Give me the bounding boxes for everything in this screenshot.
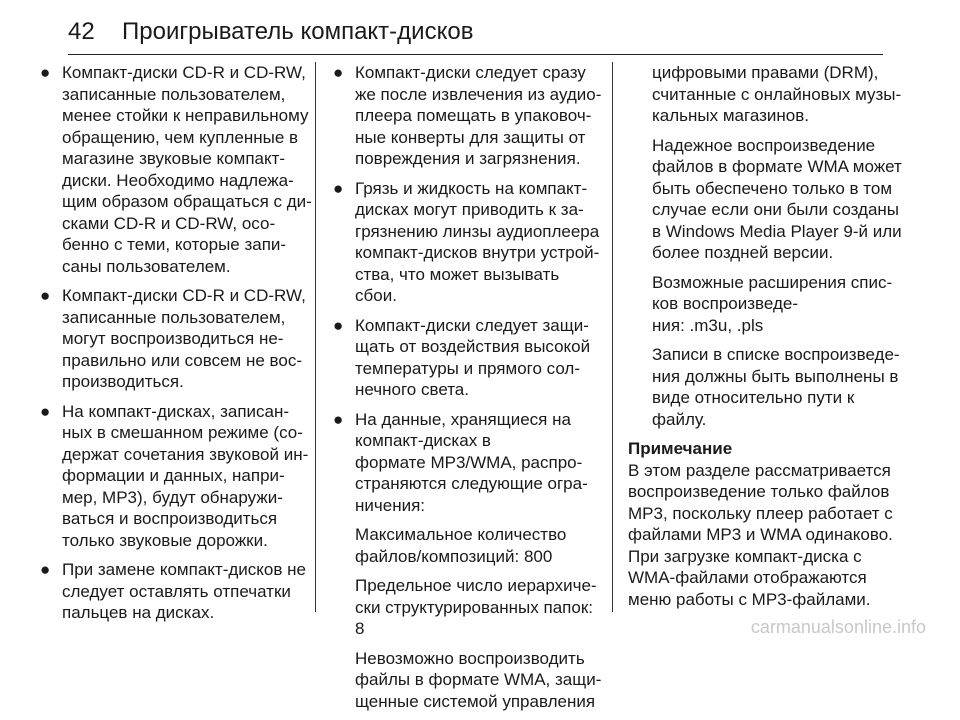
text-line: формации и данных, напри-	[62, 466, 285, 485]
text-line: ваться и воспроизводиться	[62, 509, 278, 528]
text-line: 8	[355, 619, 365, 638]
text-line: ничения:	[355, 495, 426, 515]
bullet-item	[38, 62, 310, 277]
page-number: 42	[68, 18, 95, 45]
bullet-icon: ●	[40, 560, 51, 579]
text-line: На данные, хранящиеся на	[355, 409, 571, 429]
page-title: Проигрыватель компакт-дисков	[122, 18, 474, 45]
paragraph	[628, 135, 902, 264]
text-line: бенно с теми, которые запи-	[62, 235, 287, 254]
text-line: ные конверты для защиты от	[355, 127, 586, 147]
text-line: ния должны быть выполнены в	[652, 366, 899, 386]
text-line: ных в смешанном режиме (со-	[62, 423, 303, 442]
text-line: Невозможно воспроизводить	[355, 648, 585, 668]
text-line: Максимальное количество	[355, 525, 567, 544]
text-line: менее стойки к неправильному	[62, 106, 309, 125]
column-divider-1	[315, 62, 316, 612]
note-block	[628, 438, 898, 610]
text-line: файлы в формате WMA, защи-	[355, 670, 602, 689]
text-line: щать от воздействия высокой	[355, 337, 591, 356]
text-line: При замене компакт-дисков не	[62, 560, 306, 579]
text-line: правильно или совсем не вос-	[62, 350, 302, 370]
bullet-item	[331, 409, 603, 517]
text-line: кальных магазинов.	[652, 106, 809, 125]
note-heading: Примечание	[628, 439, 733, 458]
bullet-item	[331, 62, 603, 170]
text-line: случае если они были созданы	[652, 200, 900, 219]
text-line: ния: .m3u, .pls	[652, 315, 764, 335]
text-line: щенные системой управления	[355, 691, 596, 711]
bullet-icon: ●	[333, 315, 344, 335]
text-line: Компакт-диски следует сразу	[355, 63, 586, 82]
bullet-icon: ●	[333, 178, 344, 198]
text-line: грязнению линзы аудиоплеера	[355, 221, 600, 241]
text-line: файлу.	[652, 409, 707, 429]
text-line: формате MP3/WMA, распро-	[355, 452, 583, 472]
text-line: На компакт-дисках, записан-	[62, 401, 290, 421]
text-line: файлов в формате WMA может	[652, 157, 902, 176]
text-line: Грязь и жидкость на компакт-	[355, 178, 588, 198]
text-line: Компакт-диски CD-R и CD-RW,	[62, 63, 306, 82]
paragraph	[331, 648, 603, 713]
bullet-icon: ●	[40, 63, 51, 82]
text-line: Надежное воспроизведение	[652, 135, 876, 155]
text-line: мер, МР3), будут обнаружи-	[62, 487, 283, 507]
text-line: сками CD-R и CD-RW, осо-	[62, 213, 276, 233]
bullet-item	[38, 401, 310, 552]
note-line: меню работы с MP3-файлами.	[628, 589, 871, 609]
note-line: WMA-файлами отображаются	[628, 568, 867, 587]
text-line: цифровыми правами (DRM),	[652, 63, 879, 82]
text-line: щим образом обращаться с ди-	[62, 192, 312, 211]
text-line: быть обеспечено только в том	[652, 178, 893, 198]
text-line: только звуковые дорожки.	[62, 530, 268, 550]
bullet-item	[331, 315, 603, 401]
text-line: сбои.	[355, 286, 397, 305]
text-line: нечного света.	[355, 380, 469, 399]
text-line: ков воспроизведе-	[652, 294, 798, 313]
text-line: компакт-дисков внутри устрой-	[355, 243, 600, 262]
text-line: держат сочетания звуковой ин-	[62, 444, 309, 464]
text-line: температуры и прямого сол-	[355, 358, 581, 378]
bullet-icon: ●	[333, 63, 344, 82]
note-line: При загрузке компакт-диска с	[628, 546, 862, 566]
text-line: Возможные расширения спис-	[652, 272, 893, 292]
text-line: плеера помещать в упаковоч-	[355, 106, 592, 125]
text-line: повреждения и загрязнения.	[355, 149, 581, 168]
text-line: диски. Необходимо надлежа-	[62, 170, 294, 190]
bullet-icon: ●	[40, 286, 51, 305]
note-line: MP3, поскольку плеер работает с	[628, 503, 893, 523]
text-line: дисках могут приводить к за-	[355, 200, 584, 219]
text-line: магазине звуковые компакт-	[62, 149, 286, 168]
text-line: ства, что может вызывать	[355, 264, 560, 284]
text-line: страняются следующие огра-	[355, 474, 588, 493]
text-line: записанные пользователем,	[62, 84, 286, 104]
paragraph	[331, 575, 603, 640]
paragraph	[628, 272, 898, 337]
note-line: В этом разделе рассматривается	[628, 460, 891, 480]
page-header	[68, 14, 883, 55]
text-line: саны пользователем.	[62, 256, 231, 276]
text-line: более поздней версии.	[652, 243, 834, 262]
text-line: следует оставлять отпечатки	[62, 581, 291, 601]
text-line: производиться.	[62, 372, 184, 391]
paragraph	[331, 524, 603, 567]
text-line: Записи в списке воспроизведе-	[652, 345, 900, 364]
bullet-item	[38, 285, 310, 393]
bullet-item	[331, 178, 603, 307]
text-line: файлов/композиций: 800	[355, 546, 553, 566]
watermark: carmanualsonline.info	[750, 617, 926, 637]
text-line: считанные с онлайновых музы-	[652, 84, 902, 104]
text-line: Предельное число иерархиче-	[355, 576, 597, 595]
note-line: воспроизведение только файлов	[628, 482, 890, 501]
text-line: компакт-дисках в	[355, 431, 491, 450]
bullet-icon: ●	[333, 409, 344, 429]
text-line: обращению, чем купленные в	[62, 127, 299, 147]
column-divider-2	[612, 62, 613, 612]
text-line: Компакт-диски следует защи-	[355, 315, 589, 335]
text-line: же после извлечения из аудио-	[355, 84, 602, 104]
bullet-item	[38, 559, 310, 624]
paragraph	[628, 62, 902, 127]
paragraph	[628, 344, 898, 430]
column-3	[628, 62, 902, 610]
text-line: ски структурированных папок:	[355, 597, 593, 617]
text-line: виде относительно пути к	[652, 388, 855, 407]
note-line: файлами MP3 и WMA одинаково.	[628, 525, 893, 544]
text-line: в Windows Media Player 9-й или	[652, 221, 902, 241]
text-line: Компакт-диски CD-R и CD-RW,	[62, 286, 306, 305]
column-1	[38, 62, 310, 632]
text-line: записанные пользователем,	[62, 307, 286, 327]
text-line: пальцев на дисках.	[62, 603, 215, 622]
column-2	[331, 62, 603, 720]
bullet-icon: ●	[40, 401, 51, 421]
text-line: могут воспроизводиться не-	[62, 329, 284, 348]
